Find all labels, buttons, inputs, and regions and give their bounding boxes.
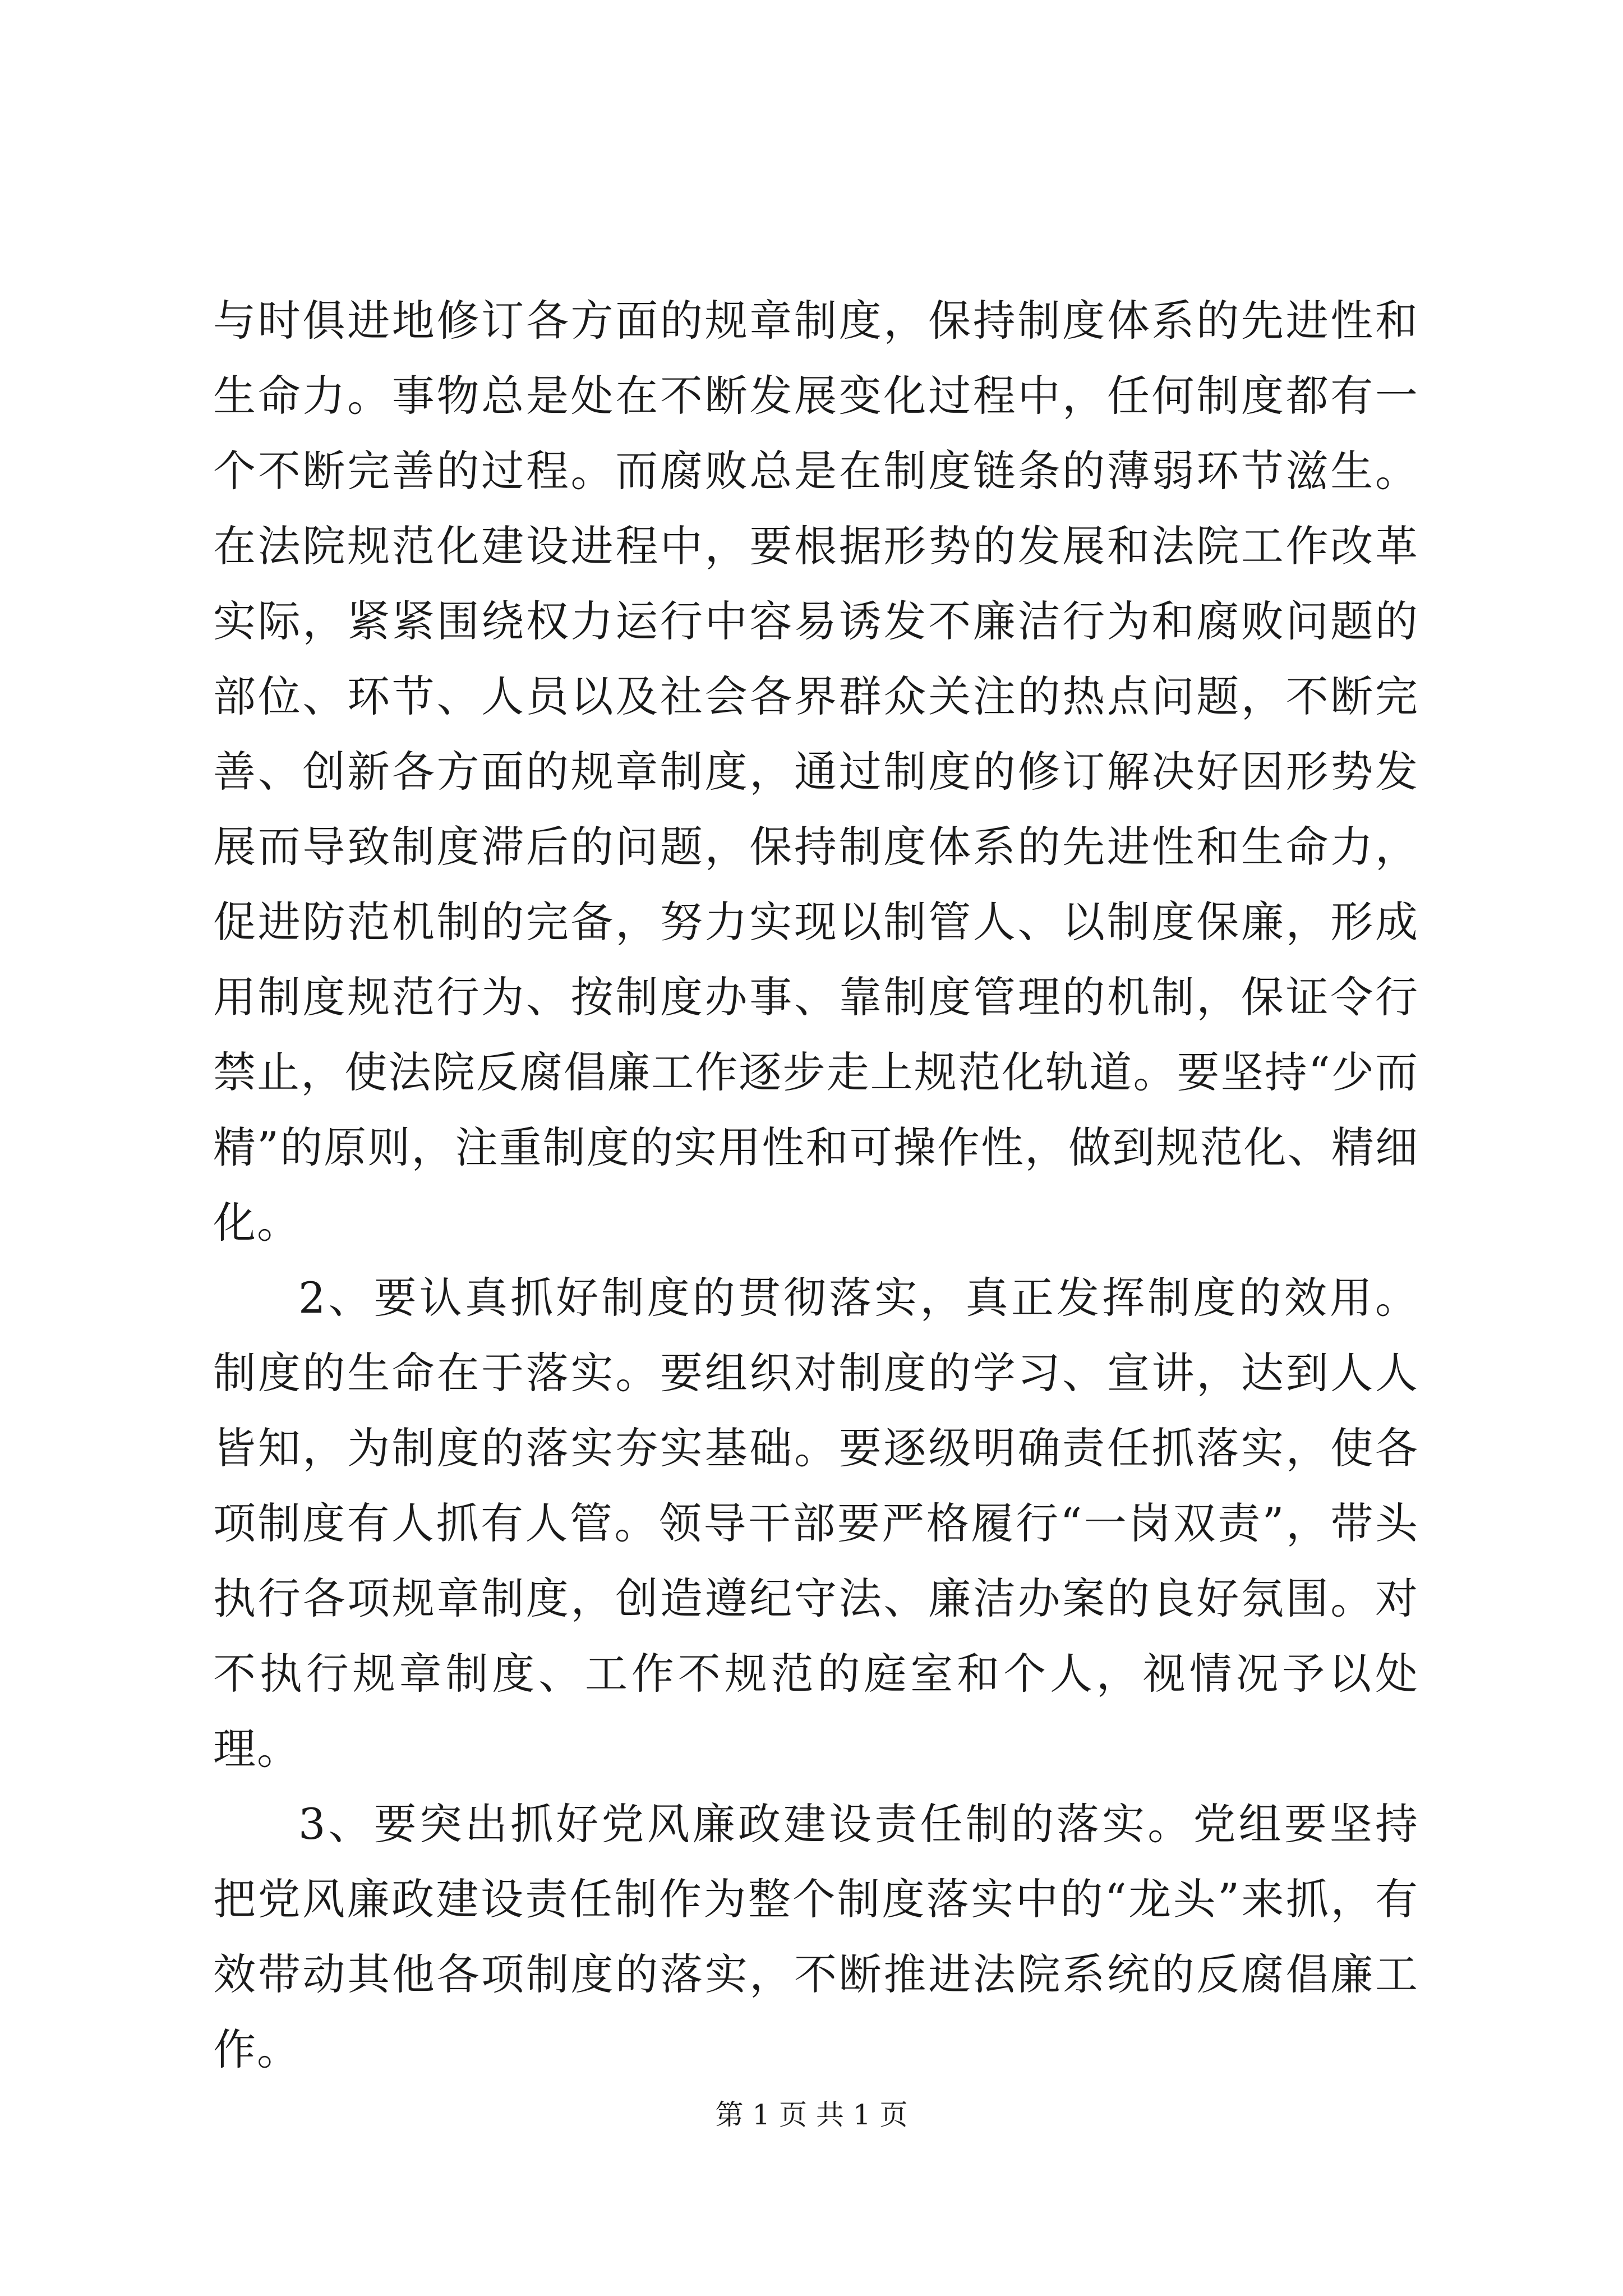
paragraph-item-3: 3、要突出抓好党风廉政建设责任制的落实。党组要坚持把党风廉政建设责任制作为整个制度落实中的“龙头”来抓，有效带动其他各项制度的落实，不断推进法院系统的反腐倡廉工作。 [213, 1799, 1419, 2074]
document-body [213, 283, 1419, 2087]
paragraph-continuation: 与时俱进地修订各方面的规章制度，保持制度体系的先进性和生命力。事物总是处在不断发展变化过程中，任何制度都有一个不断完善的过程。而腐败总是在制度链条的薄弱环节滋生。在法院规范化建设进程中，要根据形势的发展和法院工作改革实际，紧紧围绕权力运行中容易诱发不廉洁行为和腐败问题的部位、环节、人员以及社会各界群众关注的热点问题，不断完善、创新各方面的规章制度，通过制度的修订解决好因形势发展而导致制度滞后的问题，保持制度体系的先进性和生命力，促进防范机制的完备，努力实现以制管人、以制度保廉，形成用制度规范行为、按制度办事、靠制度管理的机制，保证令行禁止，使法院反腐倡廉工作逐步走上规范化轨道。要坚持“少而精”的原则，注重制度的实用性和可操作性，做到规范化、精细化。 [213, 296, 1419, 1248]
paragraph-item-2: 2、要认真抓好制度的贯彻落实，真正发挥制度的效用。制度的生命在于落实。要组织对制度的学习、宣讲，达到人人皆知，为制度的落实夯实基础。要逐级明确责任抓落实，使各项制度有人抓有人管。领导干部要严格履行“一岗双责”，带头执行各项规章制度，创造遵纪守法、廉洁办案的良好氛围。对不执行规章制度、工作不规范的庭室和个人，视情况予以处理。 [213, 1273, 1419, 1774]
page-footer: 第 1 页 共 1 页 [715, 2099, 908, 2131]
